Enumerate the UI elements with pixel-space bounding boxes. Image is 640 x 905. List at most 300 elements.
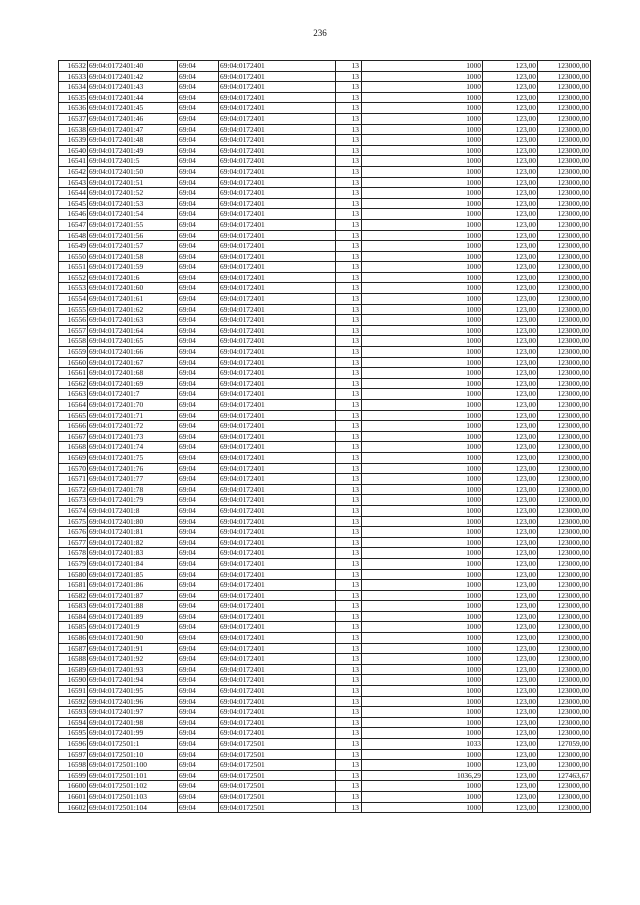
spacer-cell [362,505,445,516]
spacer-cell [362,791,445,802]
cadastral-value-cell: 123000,00 [538,209,591,220]
cadastral-value-cell: 123000,00 [538,368,591,379]
category-code-cell: 13 [336,791,362,802]
category-code-cell: 13 [336,156,362,167]
spacer-cell [362,283,445,294]
cadastral-value-cell: 127059,00 [538,739,591,750]
table-row [59,145,591,156]
cadastral-value-cell: 123000,00 [538,135,591,146]
table-row [59,177,591,188]
row-number-cell: 16543 [59,177,88,188]
cadastral-number-cell: 69:04:0172401:51 [88,177,178,188]
area-cell: 1000 [444,124,483,135]
area-cell: 1000 [444,664,483,675]
cadastral-number-cell: 69:04:0172401:81 [88,527,178,538]
row-number-cell: 16587 [59,643,88,654]
spacer-cell [362,336,445,347]
district-code-cell: 69:04 [178,548,219,559]
district-code-cell: 69:04 [178,61,219,72]
cadastral-quarter-cell: 69:04:0172401 [219,686,336,697]
unit-value-cell: 123,00 [483,421,538,432]
table-row [59,569,591,580]
area-cell: 1000 [444,633,483,644]
table-row [59,135,591,146]
table-row [59,357,591,368]
spacer-cell [362,601,445,612]
area-cell: 1000 [444,749,483,760]
cadastral-number-cell: 69:04:0172401:65 [88,336,178,347]
table-row [59,124,591,135]
cadastral-quarter-cell: 69:04:0172401 [219,103,336,114]
area-cell: 1000 [444,315,483,326]
spacer-cell [362,103,445,114]
cadastral-number-cell: 69:04:0172401:8 [88,505,178,516]
category-code-cell: 13 [336,707,362,718]
cadastral-value-cell: 123000,00 [538,262,591,273]
cadastral-quarter-cell: 69:04:0172501 [219,739,336,750]
cadastral-quarter-cell: 69:04:0172401 [219,82,336,93]
cadastral-value-cell: 123000,00 [538,410,591,421]
district-code-cell: 69:04 [178,516,219,527]
category-code-cell: 13 [336,654,362,665]
cadastral-value-cell: 123000,00 [538,241,591,252]
unit-value-cell: 123,00 [483,675,538,686]
category-code-cell: 13 [336,728,362,739]
district-code-cell: 69:04 [178,463,219,474]
area-cell: 1000 [444,230,483,241]
cadastral-number-cell: 69:04:0172401:55 [88,219,178,230]
cadastral-value-cell: 123000,00 [538,61,591,72]
cadastral-value-cell: 123000,00 [538,463,591,474]
district-code-cell: 69:04 [178,209,219,220]
cadastral-quarter-cell: 69:04:0172401 [219,421,336,432]
cadastral-quarter-cell: 69:04:0172401 [219,156,336,167]
area-cell: 1000 [444,325,483,336]
spacer-cell [362,219,445,230]
category-code-cell: 13 [336,633,362,644]
category-code-cell: 13 [336,209,362,220]
district-code-cell: 69:04 [178,537,219,548]
cadastral-number-cell: 69:04:0172401:87 [88,590,178,601]
row-number-cell: 16588 [59,654,88,665]
table-row [59,791,591,802]
spacer-cell [362,633,445,644]
district-code-cell: 69:04 [178,802,219,813]
unit-value-cell: 123,00 [483,156,538,167]
cadastral-quarter-cell: 69:04:0172401 [219,452,336,463]
row-number-cell: 16547 [59,219,88,230]
cadastral-value-cell: 123000,00 [538,188,591,199]
district-code-cell: 69:04 [178,770,219,781]
cadastral-quarter-cell: 69:04:0172401 [219,113,336,124]
cadastral-number-cell: 69:04:0172401:84 [88,558,178,569]
cadastral-number-cell: 69:04:0172501:104 [88,802,178,813]
row-number-cell: 16597 [59,749,88,760]
unit-value-cell: 123,00 [483,569,538,580]
cadastral-quarter-cell: 69:04:0172401 [219,696,336,707]
area-cell: 1000 [444,452,483,463]
cadastral-quarter-cell: 69:04:0172501 [219,802,336,813]
area-cell: 1000 [444,135,483,146]
spacer-cell [362,580,445,591]
category-code-cell: 13 [336,675,362,686]
area-cell: 1000 [444,474,483,485]
area-cell: 1000 [444,548,483,559]
cadastral-value-cell: 123000,00 [538,791,591,802]
row-number-cell: 16594 [59,717,88,728]
area-cell: 1000 [444,442,483,453]
cadastral-value-cell: 123000,00 [538,654,591,665]
table-row [59,304,591,315]
cadastral-number-cell: 69:04:0172401:74 [88,442,178,453]
cadastral-value-cell: 123000,00 [538,749,591,760]
district-code-cell: 69:04 [178,283,219,294]
category-code-cell: 13 [336,135,362,146]
table-row [59,749,591,760]
area-cell: 1000 [444,558,483,569]
table-row [59,505,591,516]
area-cell: 1000 [444,188,483,199]
district-code-cell: 69:04 [178,760,219,771]
spacer-cell [362,166,445,177]
cadastral-quarter-cell: 69:04:0172401 [219,177,336,188]
area-cell: 1000 [444,166,483,177]
district-code-cell: 69:04 [178,558,219,569]
cadastral-value-cell: 123000,00 [538,304,591,315]
area-cell: 1000 [444,347,483,358]
cadastral-number-cell: 69:04:0172401:47 [88,124,178,135]
spacer-cell [362,442,445,453]
spacer-cell [362,400,445,411]
table-row [59,664,591,675]
unit-value-cell: 123,00 [483,580,538,591]
category-code-cell: 13 [336,103,362,114]
spacer-cell [362,241,445,252]
district-code-cell: 69:04 [178,378,219,389]
area-cell: 1000 [444,654,483,665]
row-number-cell: 16550 [59,251,88,262]
cadastral-value-cell: 123000,00 [538,717,591,728]
unit-value-cell: 123,00 [483,484,538,495]
district-code-cell: 69:04 [178,622,219,633]
table-row [59,696,591,707]
category-code-cell: 13 [336,378,362,389]
area-cell: 1000 [444,516,483,527]
table-row [59,654,591,665]
cadastral-quarter-cell: 69:04:0172401 [219,601,336,612]
row-number-cell: 16563 [59,389,88,400]
cadastral-number-cell: 69:04:0172401:69 [88,378,178,389]
unit-value-cell: 123,00 [483,791,538,802]
cadastral-number-cell: 69:04:0172401:73 [88,431,178,442]
cadastral-value-cell: 123000,00 [538,177,591,188]
spacer-cell [362,251,445,262]
category-code-cell: 13 [336,601,362,612]
spacer-cell [362,124,445,135]
district-code-cell: 69:04 [178,113,219,124]
spacer-cell [362,389,445,400]
row-number-cell: 16533 [59,71,88,82]
unit-value-cell: 123,00 [483,92,538,103]
cadastral-quarter-cell: 69:04:0172401 [219,209,336,220]
cadastral-value-cell: 123000,00 [538,643,591,654]
row-number-cell: 16589 [59,664,88,675]
cadastral-value-cell: 123000,00 [538,357,591,368]
district-code-cell: 69:04 [178,294,219,305]
cadastral-quarter-cell: 69:04:0172401 [219,495,336,506]
table-row [59,219,591,230]
cadastral-number-cell: 69:04:0172401:90 [88,633,178,644]
cadastral-value-cell: 123000,00 [538,92,591,103]
table-row [59,474,591,485]
table-row [59,251,591,262]
unit-value-cell: 123,00 [483,410,538,421]
area-cell: 1000 [444,357,483,368]
area-cell: 1000 [444,601,483,612]
category-code-cell: 13 [336,770,362,781]
unit-value-cell: 123,00 [483,770,538,781]
district-code-cell: 69:04 [178,357,219,368]
unit-value-cell: 123,00 [483,611,538,622]
cadastral-quarter-cell: 69:04:0172401 [219,527,336,538]
district-code-cell: 69:04 [178,336,219,347]
unit-value-cell: 123,00 [483,325,538,336]
cadastral-quarter-cell: 69:04:0172401 [219,315,336,326]
cadastral-value-cell: 123000,00 [538,230,591,241]
cadastral-quarter-cell: 69:04:0172401 [219,633,336,644]
cadastral-number-cell: 69:04:0172401:96 [88,696,178,707]
table-row [59,156,591,167]
area-cell: 1000 [444,82,483,93]
table-row [59,739,591,750]
unit-value-cell: 123,00 [483,654,538,665]
cadastral-number-cell: 69:04:0172401:67 [88,357,178,368]
unit-value-cell: 123,00 [483,558,538,569]
spacer-cell [362,622,445,633]
area-cell: 1000 [444,368,483,379]
district-code-cell: 69:04 [178,696,219,707]
spacer-cell [362,61,445,72]
spacer-cell [362,188,445,199]
cadastral-quarter-cell: 69:04:0172401 [219,188,336,199]
district-code-cell: 69:04 [178,304,219,315]
spacer-cell [362,452,445,463]
district-code-cell: 69:04 [178,707,219,718]
spacer-cell [362,135,445,146]
cadastral-quarter-cell: 69:04:0172401 [219,622,336,633]
category-code-cell: 13 [336,760,362,771]
spacer-cell [362,474,445,485]
area-cell: 1033 [444,739,483,750]
row-number-cell: 16542 [59,166,88,177]
spacer-cell [362,294,445,305]
table-row [59,495,591,506]
row-number-cell: 16595 [59,728,88,739]
district-code-cell: 69:04 [178,241,219,252]
cadastral-value-cell: 123000,00 [538,611,591,622]
cadastral-quarter-cell: 69:04:0172401 [219,347,336,358]
area-cell: 1000 [444,71,483,82]
cadastral-quarter-cell: 69:04:0172401 [219,664,336,675]
category-code-cell: 13 [336,262,362,273]
cadastral-number-cell: 69:04:0172401:86 [88,580,178,591]
cadastral-number-cell: 69:04:0172401:63 [88,315,178,326]
cadastral-quarter-cell: 69:04:0172401 [219,516,336,527]
table-row [59,82,591,93]
table-row [59,378,591,389]
cadastral-number-cell: 69:04:0172501:1 [88,739,178,750]
cadastral-number-cell: 69:04:0172501:101 [88,770,178,781]
area-cell: 1036,29 [444,770,483,781]
category-code-cell: 13 [336,548,362,559]
cadastral-value-cell: 123000,00 [538,633,591,644]
table-row [59,760,591,771]
unit-value-cell: 123,00 [483,728,538,739]
area-cell: 1000 [444,304,483,315]
category-code-cell: 13 [336,166,362,177]
spacer-cell [362,707,445,718]
cadastral-value-cell: 123000,00 [538,707,591,718]
table-row [59,463,591,474]
cadastral-number-cell: 69:04:0172401:95 [88,686,178,697]
district-code-cell: 69:04 [178,251,219,262]
row-number-cell: 16558 [59,336,88,347]
cadastral-quarter-cell: 69:04:0172401 [219,643,336,654]
row-number-cell: 16538 [59,124,88,135]
spacer-cell [362,590,445,601]
district-code-cell: 69:04 [178,633,219,644]
area-cell: 1000 [444,431,483,442]
district-code-cell: 69:04 [178,611,219,622]
cadastral-number-cell: 69:04:0172401:89 [88,611,178,622]
row-number-cell: 16539 [59,135,88,146]
cadastral-number-cell: 69:04:0172401:70 [88,400,178,411]
cadastral-value-cell: 123000,00 [538,580,591,591]
category-code-cell: 13 [336,251,362,262]
cadastral-number-cell: 69:04:0172401:68 [88,368,178,379]
row-number-cell: 16578 [59,548,88,559]
area-cell: 1000 [444,283,483,294]
cadastral-quarter-cell: 69:04:0172401 [219,431,336,442]
unit-value-cell: 123,00 [483,442,538,453]
unit-value-cell: 123,00 [483,378,538,389]
cadastral-quarter-cell: 69:04:0172401 [219,368,336,379]
table-row [59,601,591,612]
spacer-cell [362,749,445,760]
category-code-cell: 13 [336,145,362,156]
table-row [59,262,591,273]
category-code-cell: 13 [336,558,362,569]
category-code-cell: 13 [336,421,362,432]
category-code-cell: 13 [336,347,362,358]
category-code-cell: 13 [336,505,362,516]
category-code-cell: 13 [336,590,362,601]
district-code-cell: 69:04 [178,442,219,453]
cadastral-number-cell: 69:04:0172401:92 [88,654,178,665]
table-row [59,442,591,453]
district-code-cell: 69:04 [178,654,219,665]
category-code-cell: 13 [336,622,362,633]
cadastral-number-cell: 69:04:0172401:59 [88,262,178,273]
category-code-cell: 13 [336,484,362,495]
unit-value-cell: 123,00 [483,124,538,135]
cadastral-value-cell: 123000,00 [538,802,591,813]
table-row [59,241,591,252]
table-row [59,675,591,686]
cadastral-value-cell: 123000,00 [538,622,591,633]
cadastral-value-cell: 123000,00 [538,124,591,135]
cadastral-quarter-cell: 69:04:0172501 [219,749,336,760]
table-row [59,537,591,548]
district-code-cell: 69:04 [178,272,219,283]
table-row [59,209,591,220]
area-cell: 1000 [444,791,483,802]
table-row [59,389,591,400]
cadastral-number-cell: 69:04:0172401:72 [88,421,178,432]
district-code-cell: 69:04 [178,400,219,411]
area-cell: 1000 [444,484,483,495]
cadastral-value-cell: 123000,00 [538,495,591,506]
spacer-cell [362,781,445,792]
spacer-cell [362,717,445,728]
unit-value-cell: 123,00 [483,251,538,262]
area-cell: 1000 [444,272,483,283]
spacer-cell [362,664,445,675]
cadastral-number-cell: 69:04:0172401:75 [88,452,178,463]
spacer-cell [362,177,445,188]
spacer-cell [362,675,445,686]
district-code-cell: 69:04 [178,198,219,209]
category-code-cell: 13 [336,315,362,326]
cadastral-number-cell: 69:04:0172401:45 [88,103,178,114]
category-code-cell: 13 [336,474,362,485]
cadastral-quarter-cell: 69:04:0172501 [219,760,336,771]
unit-value-cell: 123,00 [483,696,538,707]
cadastral-number-cell: 69:04:0172401:7 [88,389,178,400]
row-number-cell: 16579 [59,558,88,569]
category-code-cell: 13 [336,717,362,728]
cadastral-value-cell: 123000,00 [538,336,591,347]
row-number-cell: 16569 [59,452,88,463]
unit-value-cell: 123,00 [483,516,538,527]
row-number-cell: 16559 [59,347,88,358]
cadastral-value-cell: 123000,00 [538,113,591,124]
row-number-cell: 16601 [59,791,88,802]
district-code-cell: 69:04 [178,749,219,760]
spacer-cell [362,262,445,273]
area-cell: 1000 [444,421,483,432]
table-row [59,103,591,114]
table-row [59,622,591,633]
district-code-cell: 69:04 [178,124,219,135]
spacer-cell [362,304,445,315]
district-code-cell: 69:04 [178,177,219,188]
category-code-cell: 13 [336,368,362,379]
spacer-cell [362,315,445,326]
row-number-cell: 16541 [59,156,88,167]
cadastral-number-cell: 69:04:0172401:66 [88,347,178,358]
district-code-cell: 69:04 [178,527,219,538]
unit-value-cell: 123,00 [483,82,538,93]
cadastral-number-cell: 69:04:0172401:91 [88,643,178,654]
row-number-cell: 16574 [59,505,88,516]
unit-value-cell: 123,00 [483,601,538,612]
area-cell: 1000 [444,580,483,591]
district-code-cell: 69:04 [178,791,219,802]
unit-value-cell: 123,00 [483,548,538,559]
category-code-cell: 13 [336,611,362,622]
cadastral-number-cell: 69:04:0172401:79 [88,495,178,506]
